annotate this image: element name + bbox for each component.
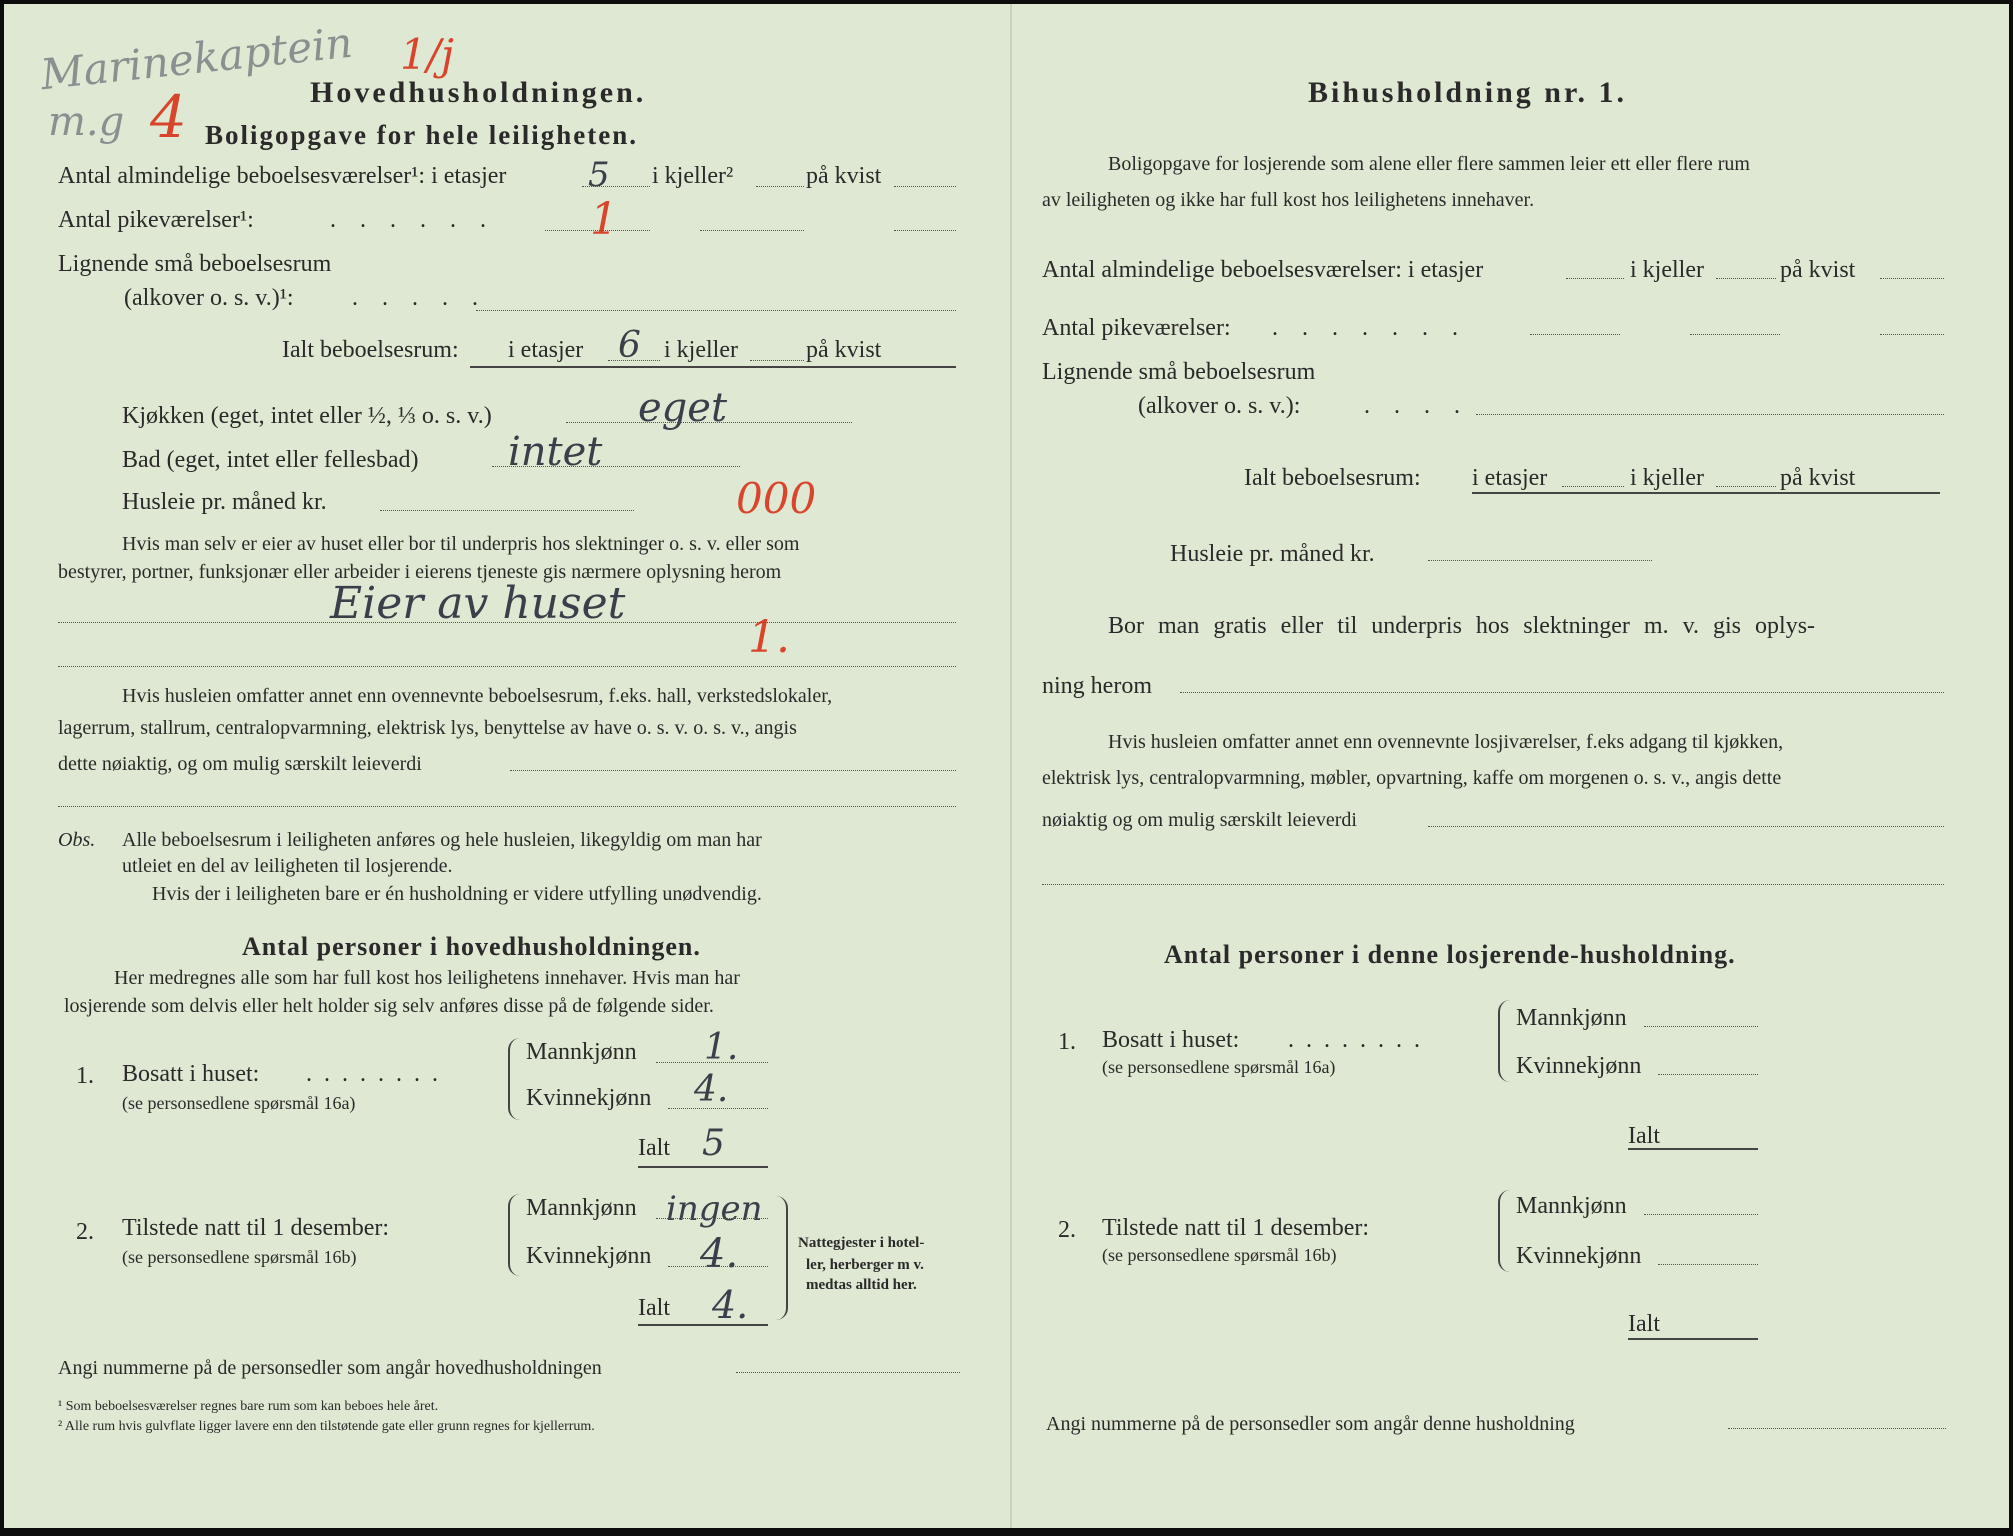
right-row3-dots: . . . . xyxy=(1364,393,1460,419)
right-q2-number: 2. xyxy=(1058,1217,1076,1243)
left-q2-sub: (se personsedlene spørsmål 16b) xyxy=(122,1247,357,1267)
left-para1-answer-line-1 xyxy=(58,622,956,623)
left-q2-ialt: Ialt xyxy=(638,1295,670,1321)
left-para1-answer-line-2 xyxy=(58,666,956,667)
handwritten-bosatt-ialt: 5 xyxy=(702,1123,725,1164)
right-q2-brace xyxy=(1498,1190,1512,1272)
right-q2-mann: Mannkjønn xyxy=(1516,1193,1627,1219)
left-angi: Angi nummerne på de personsedler som angår hovedhusholdningen xyxy=(58,1357,602,1379)
left-q1-sub: (se personsedlene spørsmål 16a) xyxy=(122,1093,356,1113)
left-title: Hovedhusholdningen. xyxy=(310,76,647,109)
handwritten-occupation-mark: 1/j xyxy=(400,30,454,79)
left-q1-ialt-line xyxy=(638,1166,768,1168)
left-kjokken-line xyxy=(566,422,852,423)
left-ialt-etasjer: i etasjer xyxy=(508,337,584,363)
left-husleie-label: Husleie pr. måned kr. xyxy=(122,489,327,515)
left-q1-kvinne: Kvinnekjønn xyxy=(526,1085,652,1111)
left-antal-para-line2: losjerende som delvis eller helt holder sig selv anføres disse på de følgende sider. xyxy=(64,995,714,1017)
handwritten-eier-note: Eier av huset xyxy=(330,578,626,629)
right-q1-brace xyxy=(1498,1000,1512,1082)
right-para-line3-fill xyxy=(1428,826,1944,827)
right-q1-kvinne: Kvinnekjønn xyxy=(1516,1053,1642,1079)
left-natt-brace xyxy=(774,1196,788,1320)
right-row1-kvist-line xyxy=(1880,278,1944,279)
left-footnote-1: ¹ Som beboelsesværelser regnes bare rum som kan beboes hele året. xyxy=(58,1399,439,1414)
right-q2-ialt: Ialt xyxy=(1628,1311,1660,1337)
right-angi: Angi nummerne på de personsedler som angår denne husholdning xyxy=(1046,1413,1575,1435)
right-q2-mann-line xyxy=(1644,1214,1758,1215)
left-row1-kvist-line xyxy=(894,186,956,187)
left-obs-line3: Hvis der i leiligheten bare er én husholdning er videre utfylling unødvendig. xyxy=(152,883,762,905)
handwritten-bosatt-kvinne: 4. xyxy=(694,1069,729,1110)
left-row2-line-1 xyxy=(545,230,650,231)
right-ialt-label: Ialt beboelsesrum: xyxy=(1244,465,1421,491)
right-row3-label-b: (alkover o. s. v.): xyxy=(1138,393,1301,419)
left-para1-line2: bestyrer, portner, funksjonær eller arbeider i eierens tjeneste gis nærmere oplysning herom xyxy=(58,561,782,583)
left-natt-line3: medtas alltid her. xyxy=(806,1277,917,1293)
right-q1-mann-line xyxy=(1644,1026,1758,1027)
left-q2-number: 2. xyxy=(76,1219,94,1245)
left-row3-line xyxy=(476,310,956,311)
left-ialt-kjeller: i kjeller xyxy=(664,337,738,363)
right-row1-kjeller: i kjeller xyxy=(1630,257,1704,283)
page-fold xyxy=(1010,4,1012,1528)
left-angi-line xyxy=(736,1372,960,1373)
handwritten-pikevaerelser: 1 xyxy=(590,194,618,245)
left-para2-line1: Hvis husleien omfatter annet enn ovennevnte beboelsesrum, f.eks. hall, verkstedslokaler, xyxy=(122,685,833,707)
left-obs-label: Obs. xyxy=(58,829,96,851)
left-q2-kvinne-line xyxy=(668,1266,768,1267)
right-q2-kvinne-line xyxy=(1658,1264,1758,1265)
right-ialt-kjeller-line xyxy=(1716,486,1776,487)
left-row3-dots: . . . . . xyxy=(352,285,478,311)
right-q1-label: Bosatt i huset: xyxy=(1102,1027,1240,1053)
left-q2-mann-line xyxy=(656,1218,768,1219)
right-q1-sub: (se personsedlene spørsmål 16a) xyxy=(1102,1057,1336,1077)
left-q1-ialt: Ialt xyxy=(638,1135,670,1161)
handwritten-tilstede-ialt: 4. xyxy=(712,1283,749,1327)
right-q2-label: Tilstede natt til 1 desember: xyxy=(1102,1215,1370,1241)
left-row1-etasjer-line xyxy=(582,186,650,187)
left-ialt-kjeller-line xyxy=(750,360,804,361)
left-antal-title: Antal personer i hovedhusholdningen. xyxy=(242,932,701,961)
right-q1-kvinne-line xyxy=(1658,1074,1758,1075)
right-q2-kvinne: Kvinnekjønn xyxy=(1516,1243,1642,1269)
right-q1-mann: Mannkjønn xyxy=(1516,1005,1627,1031)
right-ialt-underline xyxy=(1472,492,1940,494)
right-q2-sub: (se personsedlene spørsmål 16b) xyxy=(1102,1245,1337,1265)
right-husleie-line xyxy=(1428,560,1652,561)
left-bad-line xyxy=(492,466,740,467)
left-q1-dots: . . . . . . . . xyxy=(306,1061,438,1087)
left-obs-line1: Alle beboelsesrum i leiligheten anføres og hele husleien, likegyldig om man har xyxy=(122,829,762,851)
right-row1-kvist: på kvist xyxy=(1780,257,1856,283)
handwritten-mg-number: 4 xyxy=(150,83,187,151)
left-q1-number: 1. xyxy=(76,1063,94,1089)
handwritten-mg: m.g xyxy=(48,99,125,145)
left-q1-kvinne-line xyxy=(668,1108,768,1109)
left-para2-line3-fill xyxy=(510,770,956,771)
handwritten-etasjer: 5 xyxy=(588,155,610,195)
right-row2-dots: . . . . . . . xyxy=(1272,315,1458,341)
left-row2-label: Antal pikeværelser¹: xyxy=(58,207,254,233)
right-ialt-kjeller: i kjeller xyxy=(1630,465,1704,491)
left-para2-line3: dette nøiaktig, og om mulig særskilt leieverdi xyxy=(58,753,422,775)
handwritten-occupation: Marinekaptein xyxy=(38,17,355,100)
left-para2-line2: lagerrum, stallrum, centralopvarmning, elektrisk lys, benyttelse av have o. s. v. o. s. v., angis xyxy=(58,717,797,739)
left-row3-label-a: Lignende små beboelsesrum xyxy=(58,251,332,277)
left-row1-kjeller: i kjeller² xyxy=(652,163,734,189)
left-footnote-2: ² Alle rum hvis gulvflate ligger lavere enn den tilstøtende gate eller grunn regnes for kjellerrum. xyxy=(58,1419,595,1434)
handwritten-bosatt-mann: 1. xyxy=(704,1027,739,1068)
left-husleie-line xyxy=(380,510,634,511)
handwritten-tilstede-mann: ingen xyxy=(666,1189,763,1229)
right-q2-ialt-line xyxy=(1628,1338,1758,1340)
right-q1-ialt-line xyxy=(1628,1148,1758,1150)
right-antal-title: Antal personer i denne losjerende-husholdning. xyxy=(1164,940,1736,969)
left-antal-para-line1: Her medregnes alle som har full kost hos leilighetens innehaver. Hvis man har xyxy=(114,967,740,989)
right-husleie-label: Husleie pr. måned kr. xyxy=(1170,541,1375,567)
right-para-line2: elektrisk lys, centralopvarmning, møbler, opvartning, kaffe om morgenen o. s. v., angis dette xyxy=(1042,767,1782,789)
right-para-line3: nøiaktig og om mulig særskilt leieverdi xyxy=(1042,809,1357,831)
left-q2-kvinne: Kvinnekjønn xyxy=(526,1243,652,1269)
right-bor-line2: ning herom xyxy=(1042,673,1152,699)
left-row1-kvist: på kvist xyxy=(806,163,882,189)
right-q1-ialt: Ialt xyxy=(1628,1123,1660,1149)
right-q1-number: 1. xyxy=(1058,1029,1076,1055)
right-ialt-etasjer: i etasjer xyxy=(1472,465,1548,491)
right-angi-line xyxy=(1728,1428,1946,1429)
handwritten-husleie: 000 xyxy=(736,474,817,523)
handwritten-bad: intet xyxy=(508,429,603,475)
right-row2-label: Antal pikeværelser: xyxy=(1042,315,1231,341)
left-q1-mann: Mannkjønn xyxy=(526,1039,637,1065)
left-kjokken-label: Kjøkken (eget, intet eller ½, ⅓ o. s. v.) xyxy=(122,403,492,429)
right-intro-line1: Boligopgave for losjerende som alene eller flere sammen leier ett eller flere rum xyxy=(1108,153,1750,175)
right-row2-line-2 xyxy=(1690,334,1780,335)
left-q2-ialt-line xyxy=(638,1324,768,1326)
left-ialt-label: Ialt beboelsesrum: xyxy=(282,337,459,363)
left-q1-brace xyxy=(508,1038,522,1120)
right-row1-kjeller-line xyxy=(1716,278,1776,279)
left-row3-label-b: (alkover o. s. v.)¹: xyxy=(124,285,294,311)
right-para-answer-line xyxy=(1042,884,1944,885)
right-row3-line xyxy=(1476,414,1944,415)
left-row2-line-2 xyxy=(700,230,804,231)
right-row3-label-a: Lignende små beboelsesrum xyxy=(1042,359,1316,385)
left-row1-label: Antal almindelige beboelsesværelser¹: i etasjer xyxy=(58,163,507,189)
left-row2-dots: . . . . . . xyxy=(330,207,486,233)
handwritten-kjokken: eget xyxy=(638,385,728,431)
right-title: Bihusholdning nr. 1. xyxy=(1308,76,1628,109)
left-q1-mann-line xyxy=(656,1062,768,1063)
left-natt-line2: ler, herberger m v. xyxy=(806,1257,924,1273)
left-q2-mann: Mannkjønn xyxy=(526,1195,637,1221)
left-q1-label: Bosatt i huset: xyxy=(122,1061,260,1087)
right-para-line1: Hvis husleien omfatter annet enn ovennevnte losjiværelser, f.eks adgang til kjøkken, xyxy=(1108,731,1784,753)
right-ialt-etasjer-line xyxy=(1562,486,1624,487)
handwritten-tilstede-kvinne: 4. xyxy=(700,1231,739,1277)
left-natt-line1: Nattegjester i hotel- xyxy=(798,1235,925,1251)
left-subtitle: Boligopgave for hele leiligheten. xyxy=(205,120,638,150)
right-row2-line-3 xyxy=(1880,334,1944,335)
left-q2-brace xyxy=(508,1194,522,1276)
left-row1-kjeller-line xyxy=(756,186,804,187)
left-q2-label: Tilstede natt til 1 desember: xyxy=(122,1215,390,1241)
right-q1-dots: . . . . . . . . xyxy=(1288,1027,1420,1053)
handwritten-ialt-etasjer: 6 xyxy=(618,325,641,366)
left-row2-line-3 xyxy=(894,230,956,231)
left-ialt-underline xyxy=(470,366,956,368)
right-ialt-kvist: på kvist xyxy=(1780,465,1856,491)
right-bor-line xyxy=(1180,692,1944,693)
right-bor-line1: Bor man gratis eller til underpris hos slektninger m. v. gis oplys- xyxy=(1108,613,1816,639)
left-bad-label: Bad (eget, intet eller fellesbad) xyxy=(122,447,419,473)
left-ialt-etasjer-line xyxy=(608,360,660,361)
right-row1-label: Antal almindelige beboelsesværelser: i etasjer xyxy=(1042,257,1484,283)
left-ialt-kvist: på kvist xyxy=(806,337,882,363)
right-row1-etasjer-line xyxy=(1566,278,1624,279)
handwritten-mark: 1. xyxy=(748,612,790,663)
right-row2-line-1 xyxy=(1530,334,1620,335)
left-para2-answer-line xyxy=(58,806,956,807)
left-para1-line1: Hvis man selv er eier av huset eller bor til underpris hos slektninger o. s. v. eller som xyxy=(122,533,800,555)
right-intro-line2: av leiligheten og ikke har full kost hos leilighetens innehaver. xyxy=(1042,189,1535,211)
left-obs-line2: utleiet en del av leiligheten til losjerende. xyxy=(122,855,453,877)
